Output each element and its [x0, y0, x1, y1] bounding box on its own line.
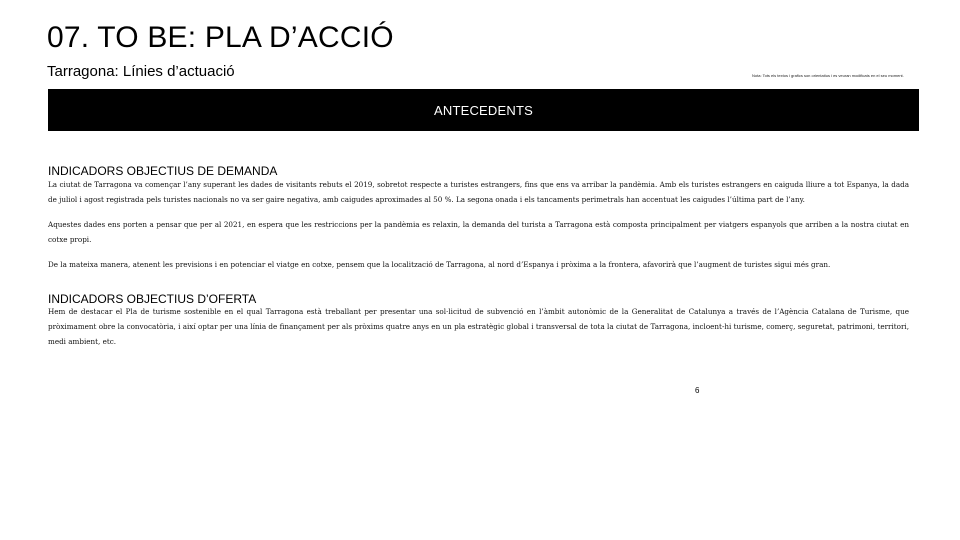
demand-paragraph-2: Aquestes dades ens porten a pensar que per al 2021, en espera que les restriccions per la pandèmia es relaxin, la demanda del turista a Tarragona està composta principalment per viatgers espanyols que arriben a la nostra ciutat en cotxe propi.	[48, 220, 909, 244]
offer-heading: INDICADORS OBJECTIUS D’OFERTA	[48, 292, 257, 306]
banner-label: ANTECEDENTS	[434, 102, 533, 118]
page-subtitle: Tarragona: Línies d’actuació	[47, 63, 235, 80]
disclaimer-note: Nota: Tots els textos i grafics son orientatius i es veuran modificats en el seu moment.	[752, 73, 904, 78]
demand-paragraph-3: De la mateixa manera, atenent les previsions i en potenciar el viatge en cotxe, pensem que la localització de Tarragona, al nord d’Espanya i pròxima a la frontera, afavorirà que l’augment de turistes sigui més gran.	[48, 260, 831, 269]
section-banner	[48, 89, 919, 131]
demand-paragraph-1: La ciutat de Tarragona va començar l’any superant les dades de visitants rebuts el 2019, sobretot respecte a turistes estrangers, fins que ens va arribar la pandèmia. Amb els turistes estrangers en caiguda lliure a tot Espanya, la dada de juliol i agost registrada pels turistes nacionals no va ser gaire negativa, amb caigudes aproximades al 50 %. La segona onada i els tancaments perimetrals han accentuat les caigudes l’última part de l’any.	[48, 180, 909, 204]
page-title: 07. TO BE: PLA D’ACCIÓ	[47, 21, 394, 54]
page-number: 6	[695, 386, 700, 395]
demand-heading: INDICADORS OBJECTIUS DE DEMANDA	[48, 164, 278, 178]
offer-paragraph-1: Hem de destacar el Pla de turisme sostenible en el qual Tarragona està treballant per presentar una sol·licitud de subvenció en l’àmbit autonòmic de la Generalitat de Catalunya a través de l’Agència Catalana de Turisme, que pròximament obre la convocatòria, i així optar per una línia de finançament per als pròxims quatre anys en un pla estratègic global i transversal de tota la ciutat de Tarragona, incloent-hi turisme, comerç, seguretat, patrimoni, territori, medi ambient, etc.	[48, 307, 909, 346]
